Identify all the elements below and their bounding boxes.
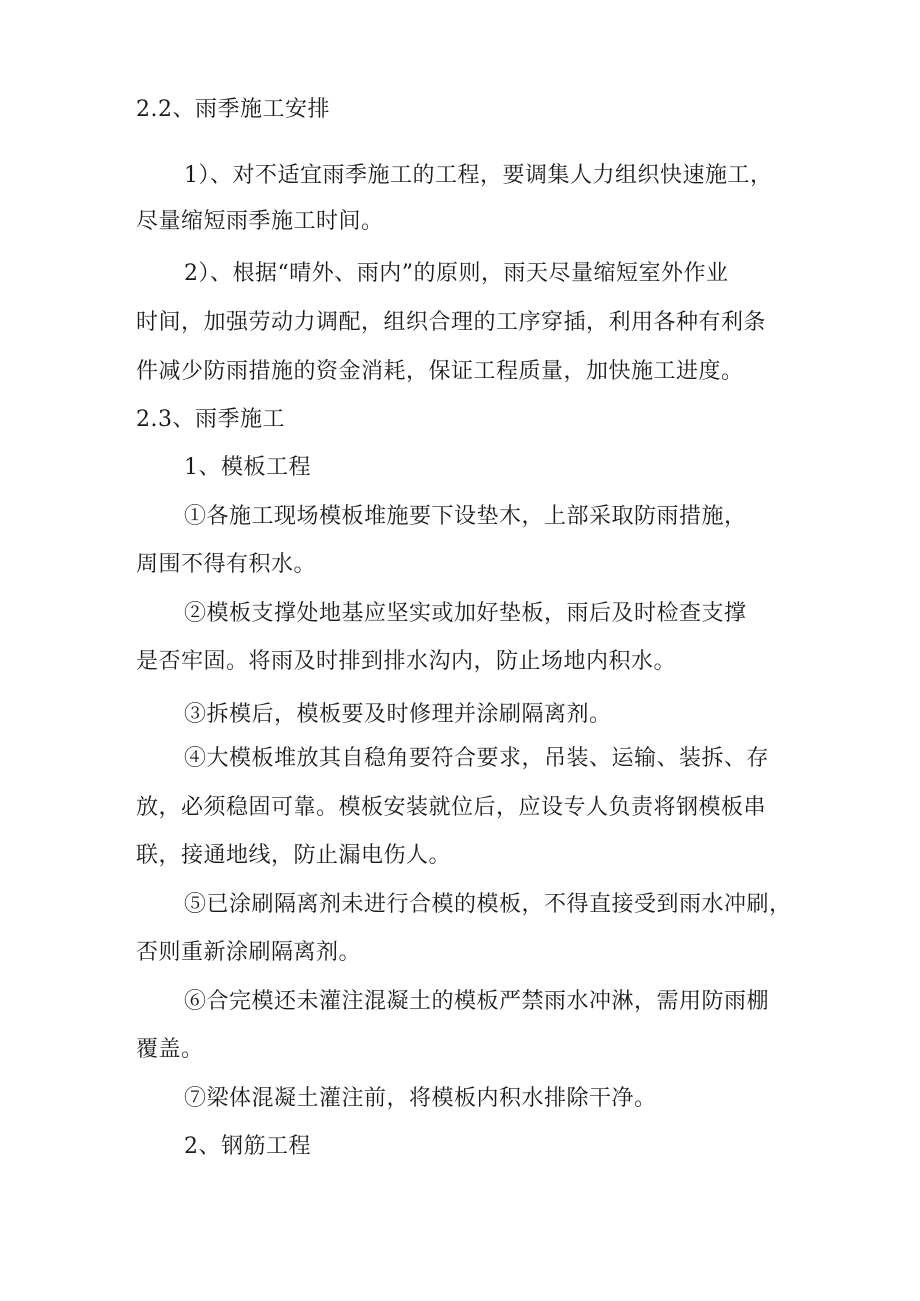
paragraph-1-line-2: 尽量缩短雨季施工时间。 xyxy=(136,209,384,234)
item-6-line-2: 覆盖。 xyxy=(136,1037,204,1062)
section-heading-2-3: 2.3、雨季施工 xyxy=(136,407,285,432)
item-3-line-1: ③拆模后，模板要及时修理并涂刷隔离剂。 xyxy=(184,702,612,727)
item-5-line-2: 否则重新涂刷隔离剂。 xyxy=(136,940,362,965)
paragraph-2-line-2: 时间，加强劳动力调配，组织合理的工序穿插，利用各种有利条 xyxy=(136,310,767,335)
section-heading-2-2: 2.2、雨季施工安排 xyxy=(136,97,330,122)
item-6-line-1: ⑥合完模还未灌注混凝土的模板严禁雨水冲淋，需用防雨棚 xyxy=(184,989,770,1014)
subsection-heading-rebar: 2、钢筋工程 xyxy=(184,1134,311,1159)
paragraph-2-line-1: 2）、根据“晴外、雨内”的原则，雨天尽量缩短室外作业 xyxy=(184,261,729,286)
paragraph-1-line-1: 1）、对不适宜雨季施工的工程，要调集人力组织快速施工， xyxy=(184,163,773,188)
item-7-line-1: ⑦梁体混凝土灌注前，将模板内积水排除干净。 xyxy=(184,1086,657,1111)
item-2-line-2: 是否牢固。将雨及时排到排水沟内，防止场地内积水。 xyxy=(136,649,677,674)
subsection-heading-formwork: 1、模板工程 xyxy=(184,455,311,480)
item-4-line-1: ④大模板堆放其自稳角要符合要求，吊装、运输、装拆、存 xyxy=(184,746,770,771)
paragraph-2-line-3: 件减少防雨措施的资金消耗，保证工程质量，加快施工进度。 xyxy=(136,359,744,384)
item-4-line-3: 联，接通地线，防止漏电伤人。 xyxy=(136,843,452,868)
item-5-line-1: ⑤已涂刷隔离剂未进行合模的模板，不得直接受到雨水冲刷， xyxy=(184,892,792,917)
item-4-line-2: 放，必须稳固可靠。模板安装就位后，应设专人负责将钢模板串 xyxy=(136,795,767,820)
item-1-line-1: ①各施工现场模板堆施要下设垫木，上部采取防雨措施， xyxy=(184,504,747,529)
item-1-line-2: 周围不得有积水。 xyxy=(136,552,317,577)
item-2-line-1: ②模板支撑处地基应坚实或加好垫板，雨后及时检查支撑 xyxy=(184,601,747,626)
